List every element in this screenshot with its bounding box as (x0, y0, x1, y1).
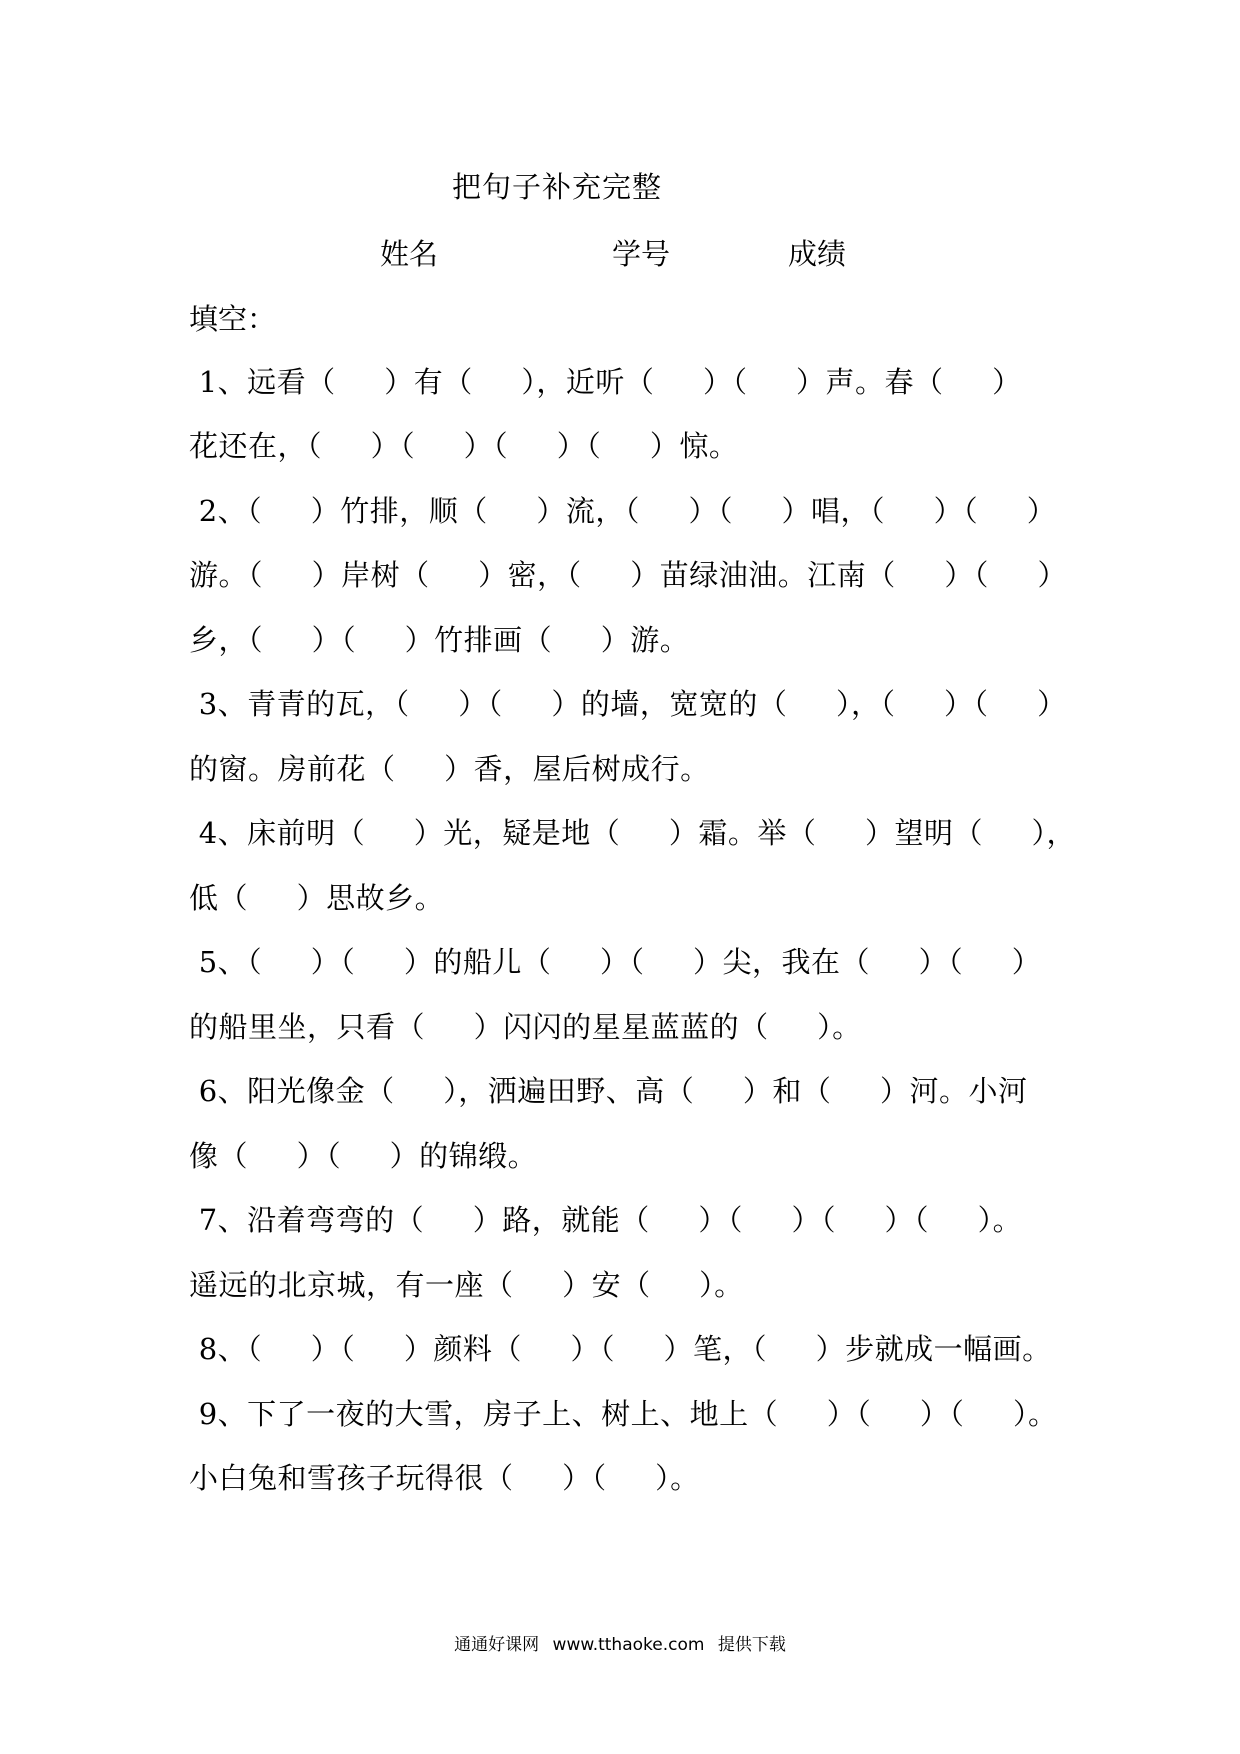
student-id-label: 学号 (612, 237, 671, 271)
page-title: 把句子补充完整 (452, 170, 663, 204)
exercise-line: 的船里坐，只看（ ）闪闪的星星蓝蓝的（ ）。 (189, 1010, 862, 1044)
exercise-line: 遥远的北京城，有一座（ ）安（ ）。 (189, 1268, 744, 1302)
exercise-line: 像（ ）（ ）的锦缎。 (189, 1139, 538, 1173)
footer-site-name: 通通好课网 (454, 1635, 540, 1655)
exercise-line: 低（ ）思故乡。 (189, 881, 445, 915)
exercise-line: 小白兔和雪孩子玩得很（ ）（ ）。 (189, 1461, 700, 1495)
exercise-line: 花还在，（ ）（ ）（ ）（ ）惊。 (189, 429, 739, 463)
exercise-line: 6、阳光像金（ ），洒遍田野、高（ ）和（ ）河。小河 (189, 1074, 1028, 1108)
exercise-line: 游。（ ）岸树（ ）密，（ ）苗绿油油。江南（ ）（ ） (189, 558, 1067, 592)
student-info-row (0, 232, 1240, 272)
exercise-line: 2、（ ）竹排，顺（ ）流，（ ）（ ）唱，（ ）（ ） (189, 494, 1057, 528)
exercise-line: 8、（ ）（ ）颜料（ ）（ ）笔，（ ）步就成一幅画。 (189, 1332, 1052, 1366)
exercise-line: 5、（ ）（ ）的船儿（ ）（ ）尖，我在（ ）（ ） (189, 945, 1042, 979)
exercise-line: 9、下了一夜的大雪，房子上、树上、地上（ ）（ ）（ ）。 (189, 1397, 1058, 1431)
page-footer (0, 1630, 1240, 1655)
exercise-line: 4、床前明（ ）光，疑是地（ ）霜。举（ ）望明（ ）， (189, 816, 1077, 850)
score-label: 成绩 (788, 237, 847, 271)
instruction-text: 填空： (189, 302, 277, 336)
footer-url: www.tthaoke.com (552, 1635, 705, 1655)
exercise-line: 的窗。房前花（ ）香，屋后树成行。 (189, 752, 710, 786)
exercise-line: 乡，（ ）（ ）竹排画（ ）游。 (189, 623, 690, 657)
exercise-line: 1、远看（ ）有（ ），近听（ ）（ ）声。春（ ） (189, 365, 1022, 399)
name-label: 姓名 (380, 237, 439, 271)
footer-tagline: 提供下载 (717, 1635, 786, 1655)
exercise-line: 7、沿着弯弯的（ ）路，就能（ ）（ ）（ ）（ ）。 (189, 1203, 1023, 1237)
exercise-line: 3、青青的瓦，（ ）（ ）的墙，宽宽的（ ），（ ）（ ） (189, 687, 1067, 721)
